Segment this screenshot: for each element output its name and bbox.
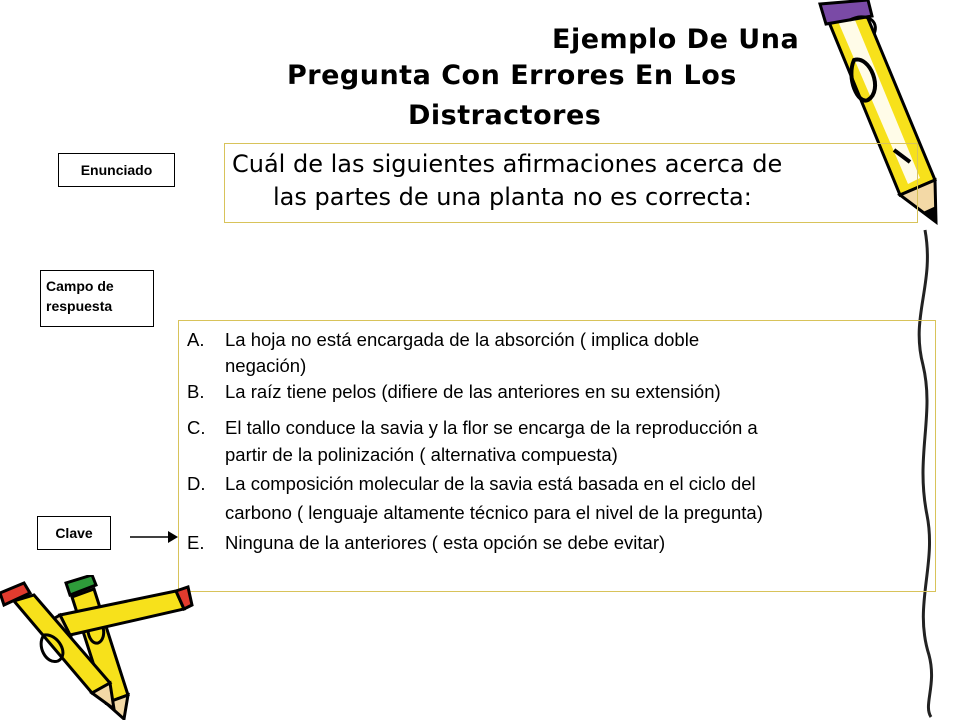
option-text: La composición molecular de la savia está basada en el ciclo del (225, 473, 756, 494)
arrow-right-icon (128, 525, 180, 549)
label-enunciado-text: Enunciado (80, 162, 153, 178)
label-enunciado (58, 153, 175, 187)
option-text: La raíz tiene pelos (difiere de las anteriores en su extensión) (225, 381, 721, 402)
option-text: Ninguna de la anteriores ( esta opción se debe evitar) (225, 532, 666, 553)
label-clave-text: Clave (55, 525, 93, 541)
option-c-continuation: partir de la polinización ( alternativa compuesta) (225, 444, 618, 465)
label-campo-line-2: respuesta (46, 298, 113, 314)
option-b (187, 380, 721, 404)
option-letter: B. (187, 381, 205, 402)
label-campo-respuesta (40, 270, 154, 327)
label-clave (37, 516, 111, 550)
title-line-2: Pregunta Con Errores En Los (287, 60, 737, 91)
option-letter: C. (187, 417, 206, 438)
option-text: El tallo conduce la savia y la flor se encarga de la reproducción a (225, 417, 758, 438)
pencils-clipart-bottom-left (0, 575, 195, 720)
title-line-3: Distractores (408, 100, 602, 131)
option-letter: E. (187, 532, 205, 553)
option-c (187, 416, 758, 440)
option-e (187, 531, 665, 555)
option-text: La hoja no está encargada de la absorción ( implica doble (225, 329, 700, 350)
option-letter: D. (187, 473, 206, 494)
option-letter: A. (187, 329, 205, 350)
option-d-continuation: carbono ( lenguaje altamente técnico para el nivel de la pregunta) (225, 502, 763, 523)
option-d (187, 472, 756, 496)
question-text-line-2: las partes de una planta no es correcta: (273, 183, 752, 211)
label-campo-line-1: Campo de (46, 278, 114, 294)
option-a-continuation: negación) (225, 355, 307, 376)
option-a (187, 328, 699, 352)
title-line-1: Ejemplo De Una (552, 24, 800, 55)
question-text-line-1: Cuál de las siguientes afirmaciones acerca de (232, 150, 783, 178)
